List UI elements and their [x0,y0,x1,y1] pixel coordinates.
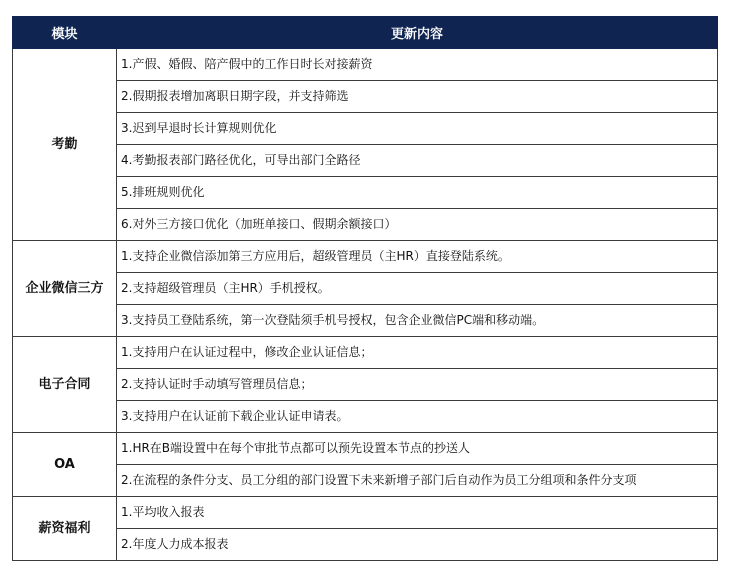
table-row [13,209,718,241]
content-cell: 1.支持用户在认证过程中，修改企业认证信息； [117,337,718,369]
table-row [13,497,718,529]
table-body [13,49,718,561]
content-cell: 1.HR在B端设置中在每个审批节点都可以预先设置本节点的抄送人 [117,433,718,465]
content-cell: 2.在流程的条件分支、员工分组的部门设置下未来新增子部门后自动作为员工分组项和条件分支项 [117,465,718,497]
content-cell: 2.支持超级管理员（主HR）手机授权。 [117,273,718,305]
content-cell: 2.支持认证时手动填写管理员信息； [117,369,718,401]
content-cell: 3.迟到早退时长计算规则优化 [117,113,718,145]
table-row [13,337,718,369]
content-cell: 2.年度人力成本报表 [117,529,718,561]
module-cell: 薪资福利 [13,497,117,561]
content-cell: 1.支持企业微信添加第三方应用后，超级管理员（主HR）直接登陆系统。 [117,241,718,273]
table-row [13,241,718,273]
content-cell: 3.支持用户在认证前下载企业认证申请表。 [117,401,718,433]
content-cell: 1.平均收入报表 [117,497,718,529]
table-header-row [13,17,718,49]
table-row [13,81,718,113]
table-row [13,529,718,561]
header-content: 更新内容 [117,17,718,49]
table-row [13,145,718,177]
content-cell: 6.对外三方接口优化（加班单接口、假期余额接口） [117,209,718,241]
table-row [13,465,718,497]
table-row [13,369,718,401]
table-row [13,433,718,465]
module-cell: OA [13,433,117,497]
table-row [13,273,718,305]
content-cell: 5.排班规则优化 [117,177,718,209]
table-row [13,401,718,433]
content-cell: 2.假期报表增加离职日期字段，并支持筛选 [117,81,718,113]
module-cell: 企业微信三方 [13,241,117,337]
update-table [12,16,718,561]
table-row [13,177,718,209]
content-cell: 3.支持员工登陆系统，第一次登陆须手机号授权，包含企业微信PC端和移动端。 [117,305,718,337]
module-cell: 考勤 [13,49,117,241]
table-row [13,305,718,337]
content-cell: 4.考勤报表部门路径优化，可导出部门全路径 [117,145,718,177]
header-module: 模块 [13,17,117,49]
table-row [13,49,718,81]
table-row [13,113,718,145]
content-cell: 1.产假、婚假、陪产假中的工作日时长对接薪资 [117,49,718,81]
module-cell: 电子合同 [13,337,117,433]
